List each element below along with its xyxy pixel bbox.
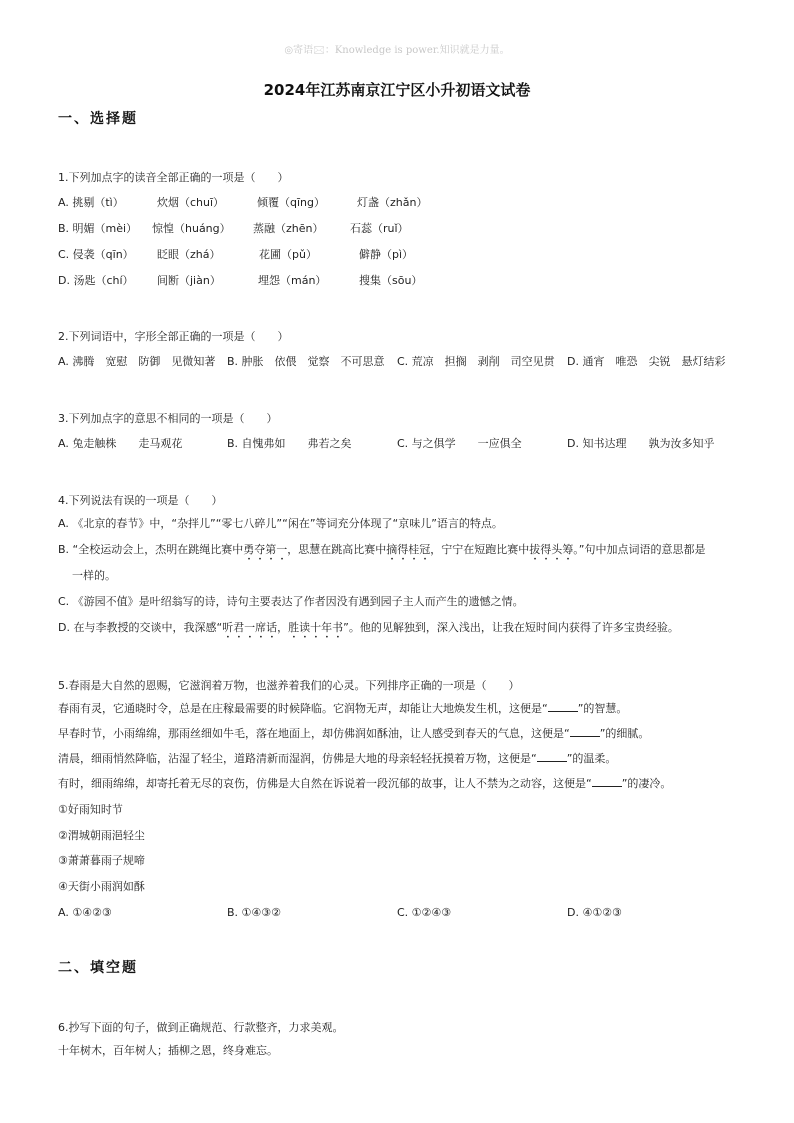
q1-b-word1-text: B. 明媚（mèi） bbox=[58, 222, 138, 235]
q3-option-c: C. 与之俱学 一应俱全 bbox=[397, 437, 522, 450]
q5-paragraph-4 bbox=[58, 777, 671, 791]
q2-option-c: C. 荒凉 担搁 剥削 司空见贯 bbox=[397, 355, 555, 368]
q4-option-d bbox=[58, 621, 679, 641]
q5-item-2: ②渭城朝雨浥轻尘 bbox=[58, 829, 145, 842]
question-2-stem: 2.下列词语中，字形全部正确的一项是（ ） bbox=[58, 330, 289, 343]
q1-b-word1 bbox=[58, 220, 137, 236]
q1-a-word1 bbox=[58, 194, 124, 210]
q1-b-word2 bbox=[152, 220, 231, 236]
q4-option-b bbox=[58, 543, 705, 563]
page-title: 2024年江苏南京江宁区小升初语文试卷 bbox=[263, 81, 531, 99]
q1-c-word2-text: 眨眼（zhá） bbox=[157, 248, 221, 261]
q1-c-word1 bbox=[58, 246, 134, 262]
q5-paragraph-2 bbox=[58, 727, 649, 741]
q1-a-word2-text: 炊烟（chuī） bbox=[157, 196, 225, 209]
q5-item-3: ③萧萧暮雨子规啼 bbox=[58, 854, 145, 867]
q4-b-part2: ，思慧在跳高比赛中 bbox=[287, 543, 387, 556]
q1-d-word1 bbox=[58, 272, 134, 288]
q3-option-b: B. 自愧弗如 弗若之矣 bbox=[227, 437, 352, 450]
q1-c-word2 bbox=[157, 246, 221, 262]
q5-paragraph-1 bbox=[58, 702, 627, 716]
q5-option-a: A. ①④②③ bbox=[58, 906, 112, 919]
q6-copy-text: 十年树木，百年树人；插柳之恩，终身难忘。 bbox=[58, 1044, 278, 1057]
q1-a-word4 bbox=[357, 194, 427, 210]
q1-c-word3-text: 花圃（pǔ） bbox=[259, 248, 317, 261]
q5-p1-end: ”的智慧。 bbox=[577, 702, 628, 715]
q5-p4-end: ”的凄冷。 bbox=[621, 777, 672, 790]
q4-b-part4: 。”句中加点词语的意思都是 bbox=[573, 543, 706, 556]
q5-option-c: C. ①②④③ bbox=[397, 906, 452, 919]
q1-d-word3 bbox=[258, 272, 326, 288]
q5-option-d: D. ④①②③ bbox=[567, 906, 622, 919]
q1-c-word4-text: 僻静（pì） bbox=[359, 248, 414, 261]
q2-option-b: B. 肿胀 依偎 觉察 不可思意 bbox=[227, 355, 385, 368]
q1-d-word2 bbox=[157, 272, 221, 288]
q1-a-word1-text: A. 挑剔（tì） bbox=[58, 196, 124, 209]
q4-b-dotted1: 勇夺第一 bbox=[243, 543, 288, 556]
q1-d-word4 bbox=[359, 272, 422, 288]
q5-option-b: B. ①④③② bbox=[227, 906, 281, 919]
q2-option-a: A. 沸腾 宽慰 防御 见微知著 bbox=[58, 355, 216, 368]
q1-a-word4-text: 灯盏（zhǎn） bbox=[357, 196, 428, 209]
q5-blank-1[interactable] bbox=[548, 702, 578, 712]
q5-p1-text: 春雨有灵，它通晓时令，总是在庄稼最需要的时候降临。它润物无声，却能让大地焕发生机，这便是“ bbox=[58, 702, 548, 715]
q1-d-word1-text: D. 汤匙（chí） bbox=[58, 274, 134, 287]
q1-b-word2-text: 惊惶（huáng） bbox=[152, 222, 231, 235]
q1-b-word4 bbox=[350, 220, 409, 236]
q4-option-a: A. 《北京的春节》中，“杂拌儿”“零七八碎儿”“闲在”等词充分体现了“京味儿”语言的特点。 bbox=[58, 517, 503, 530]
q5-p2-end: ”的细腻。 bbox=[599, 727, 650, 740]
q5-p4-text: 有时，细雨绵绵，却寄托着无尽的哀伤，仿佛是大自然在诉说着一段沉郁的故事，让人不禁为之动容，这便是“ bbox=[58, 777, 592, 790]
motto-watermark: ◎寄语🖂：Knowledge is power.知识就是力量。 bbox=[284, 45, 510, 56]
q2-option-d: D. 通宵 唯恐 尖锐 悬灯结彩 bbox=[567, 355, 726, 368]
q4-b-dotted2: 摘得桂冠 bbox=[386, 543, 431, 556]
q1-b-word4-text: 石蕊（ruǐ） bbox=[350, 222, 409, 235]
question-6-stem: 6.抄写下面的句子，做到正确规范、行款整齐，力求美观。 bbox=[58, 1021, 344, 1034]
section-heading-fill: 二、填空题 bbox=[58, 960, 138, 976]
q4-option-c: C. 《游园不值》是叶绍翁写的诗，诗句主要表达了作者因没有遇到园子主人而产生的遗憾之情。 bbox=[58, 595, 524, 608]
q1-a-word3 bbox=[257, 194, 325, 210]
q1-b-word3 bbox=[253, 220, 324, 236]
q1-d-word2-text: 间断（jiàn） bbox=[157, 274, 221, 287]
q4-d-dotted: 听君一席话，胜读十年书 bbox=[222, 621, 344, 634]
q5-paragraph-3 bbox=[58, 752, 616, 766]
q5-p2-text: 早春时节，小雨绵绵，那雨丝细如牛毛，落在地面上，却仿佛润如酥油，让人感受到春天的气息，这便是“ bbox=[58, 727, 570, 740]
q5-item-1: ①好雨知时节 bbox=[58, 803, 123, 816]
q5-p3-end: ”的温柔。 bbox=[566, 752, 617, 765]
q3-option-a: A. 兔走触株 走马观花 bbox=[58, 437, 183, 450]
q4-b-dotted3: 拔得头筹 bbox=[529, 543, 574, 556]
q5-blank-3[interactable] bbox=[537, 752, 567, 762]
q4-b-part3: ，宁宁在短跑比赛中 bbox=[430, 543, 530, 556]
q4-d-part2: ”。他的见解独到，深入浅出，让我在短时间内获得了许多宝贵经验。 bbox=[343, 621, 679, 634]
q1-a-word3-text: 倾覆（qīng） bbox=[257, 196, 325, 209]
q5-item-4: ④天街小雨润如酥 bbox=[58, 880, 145, 893]
q1-c-word1-text: C. 侵袭（qīn） bbox=[58, 248, 134, 261]
q1-a-word2 bbox=[157, 194, 224, 210]
q5-blank-4[interactable] bbox=[592, 777, 622, 787]
section-heading-choice: 一、选择题 bbox=[58, 111, 138, 127]
question-4-stem: 4.下列说法有误的一项是（ ） bbox=[58, 494, 223, 507]
q5-p3-text: 清晨，细雨悄然降临，沾湿了轻尘，道路清新而湿润，仿佛是大地的母亲轻轻抚摸着万物，这便是“ bbox=[58, 752, 537, 765]
question-3-stem: 3.下列加点字的意思不相同的一项是（ ） bbox=[58, 412, 278, 425]
q4-option-b-continued: 一样的。 bbox=[72, 569, 116, 582]
question-1-stem: 1.下列加点字的读音全部正确的一项是（ ） bbox=[58, 171, 289, 184]
q1-d-word4-text: 搜集（sōu） bbox=[359, 274, 423, 287]
q1-d-word3-text: 埋怨（mán） bbox=[258, 274, 327, 287]
q3-option-d: D. 知书达理 孰为汝多知乎 bbox=[567, 437, 715, 450]
q4-b-part1: B. “全校运动会上，杰明在跳绳比赛中 bbox=[58, 543, 244, 556]
q1-c-word3 bbox=[259, 246, 317, 262]
q5-blank-2[interactable] bbox=[570, 727, 600, 737]
question-5-stem: 5.春雨是大自然的恩赐，它滋润着万物，也滋养着我们的心灵。下列排序正确的一项是（ ） bbox=[58, 679, 520, 692]
q1-b-word3-text: 蒸融（zhēn） bbox=[253, 222, 324, 235]
q1-c-word4 bbox=[359, 246, 413, 262]
q4-d-part1: D. 在与李教授的交谈中，我深感“ bbox=[58, 621, 223, 634]
